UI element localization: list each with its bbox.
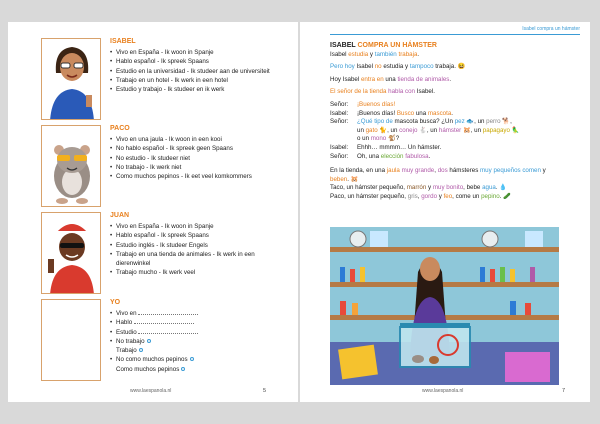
- laughing-emoji-icon: 😆: [457, 63, 466, 71]
- list-item: • Hablo español - Ik spreek Spaans: [110, 231, 290, 240]
- parrot-icon: 🦜: [511, 126, 520, 134]
- yo-estudio-label: Estudio: [116, 328, 137, 336]
- water-drop-icon: 💧: [499, 184, 508, 192]
- yo-drawing-box[interactable]: [41, 299, 101, 381]
- right-page-number: 7: [562, 388, 566, 394]
- no-trabajo-checkbox[interactable]: [147, 339, 151, 343]
- list-item: [110, 355, 290, 374]
- list-item: • No estudio - Ik studeer niet: [110, 154, 290, 163]
- cucumber-icon: 🥒: [503, 192, 511, 200]
- yo-como-label: Como muchos pepinos: [116, 365, 180, 373]
- running-header: Isabel compra un hámster: [522, 26, 580, 32]
- story-title-name: ISABEL: [330, 42, 356, 49]
- list-item: [110, 318, 290, 327]
- trabajo-checkbox[interactable]: [139, 348, 143, 352]
- list-item: • Estudio inglés - Ik studeer Engels: [110, 241, 290, 250]
- left-page-number: 5: [263, 388, 267, 394]
- yo-vivo-blank[interactable]: [138, 310, 198, 315]
- cat-icon: 🐈: [379, 126, 388, 134]
- paco-section: [110, 125, 290, 181]
- story-title: [330, 42, 560, 51]
- juan-heading: JUAN: [110, 212, 130, 219]
- yo-hablo-label: Hablo: [116, 319, 133, 327]
- list-item: • Trabajo en una tienda de animales - Ik werk in een dierenwinkel: [110, 250, 290, 269]
- yo-no-trabajo-label: No trabajo: [116, 337, 145, 345]
- como-checkbox[interactable]: [181, 367, 185, 371]
- juan-illustration: [41, 212, 101, 294]
- list-item: • Hablo español - Ik spreek Spaans: [110, 57, 290, 66]
- fish-icon: 🐟: [466, 118, 475, 126]
- list-item: • No trabajo - Ik werk niet: [110, 163, 290, 172]
- yo-section: [110, 299, 290, 374]
- list-item: • Estudio en la universidad - Ik studeer aan de universiteit: [110, 67, 290, 76]
- hamster-icon: 🐹: [462, 126, 471, 134]
- monkey-icon: 🐒: [387, 135, 396, 143]
- rabbit-icon: 🐇: [419, 126, 427, 134]
- isabel-heading: ISABEL: [110, 38, 136, 45]
- story-text: ISABEL COMPRA UN HÁMSTER Isabel estudia y también trabaja. Pero hoy Isabel no estudia y tampoco trabaja. 😆 Hoy Isabel entra en una tienda de animales. El señor de la tienda habla con Isabel. Señor: ¡Buenos días! Isabel: ¡Buenos días! Busco una mascota. Señor: ¿Qué tipo de mascota busca? ¿Un pez 🐟, un perro 🐕, un gato 🐈, un conejo 🐇, un hámster 🐹, un papagayo 🦜 o un mono 🐒? Isabel: Ehhh… mmmm… Un hámster. Señor: Oh, una elección fabulosa. En la tienda, en una jaula muy grande, dos hámsteres muy pequeños comen y beben. 🐹 Taco, un hámster pequeño, marrón y muy bonito, bebe agua. 💧 Paco, un hámster pequeño, gris, gordo y feo, come un pepino. 🥒: [330, 42, 560, 202]
- yo-hablo-blank[interactable]: [134, 319, 194, 324]
- dog-icon: 🐕: [502, 118, 511, 126]
- list-item: • No hablo español - Ik spreek geen Spaans: [110, 144, 290, 153]
- paco-heading: PACO: [110, 125, 130, 132]
- header-rule: [330, 34, 580, 35]
- yo-vivo-label: Vivo en: [116, 310, 137, 317]
- list-item: [110, 309, 290, 318]
- list-item: [110, 337, 290, 356]
- yo-no-como-label: No como muchos pepinos: [116, 356, 188, 364]
- yo-trabajo-label: Trabajo: [116, 347, 137, 355]
- list-item: • Como muchos pepinos - Ik eet veel komkommers: [110, 172, 290, 181]
- list-item: • Trabajo en un hotel - Ik werk in een hotel: [110, 76, 290, 85]
- hamsters-icon: 🐹: [350, 175, 359, 183]
- right-page: [300, 22, 590, 402]
- pet-shop-scene: [330, 227, 559, 385]
- no-como-checkbox[interactable]: [190, 357, 194, 361]
- list-item: • Trabajo mucho - Ik werk veel: [110, 268, 290, 277]
- list-item: • Vivo en España - Ik woon in Spanje: [110, 222, 290, 231]
- paco-illustration: [41, 125, 101, 207]
- list-item: • Vivo en una jaula - Ik woon in een kooi: [110, 135, 290, 144]
- left-page: [8, 22, 298, 402]
- left-footer-url: www.laespanola.nl: [130, 388, 172, 394]
- list-item: [110, 328, 290, 337]
- yo-heading: YO: [110, 299, 121, 306]
- list-item: • Estudio y trabajo - Ik studeer en ik werk: [110, 85, 290, 94]
- list-item: • Vivo en España - Ik woon in Spanje: [110, 48, 290, 57]
- isabel-section: [110, 38, 290, 94]
- right-footer-url: www.laespanola.nl: [422, 388, 464, 394]
- juan-section: [110, 212, 290, 278]
- isabel-illustration: [41, 38, 101, 120]
- story-title-rest: COMPRA UN HÁMSTER: [357, 42, 437, 49]
- yo-estudio-blank[interactable]: [138, 329, 198, 334]
